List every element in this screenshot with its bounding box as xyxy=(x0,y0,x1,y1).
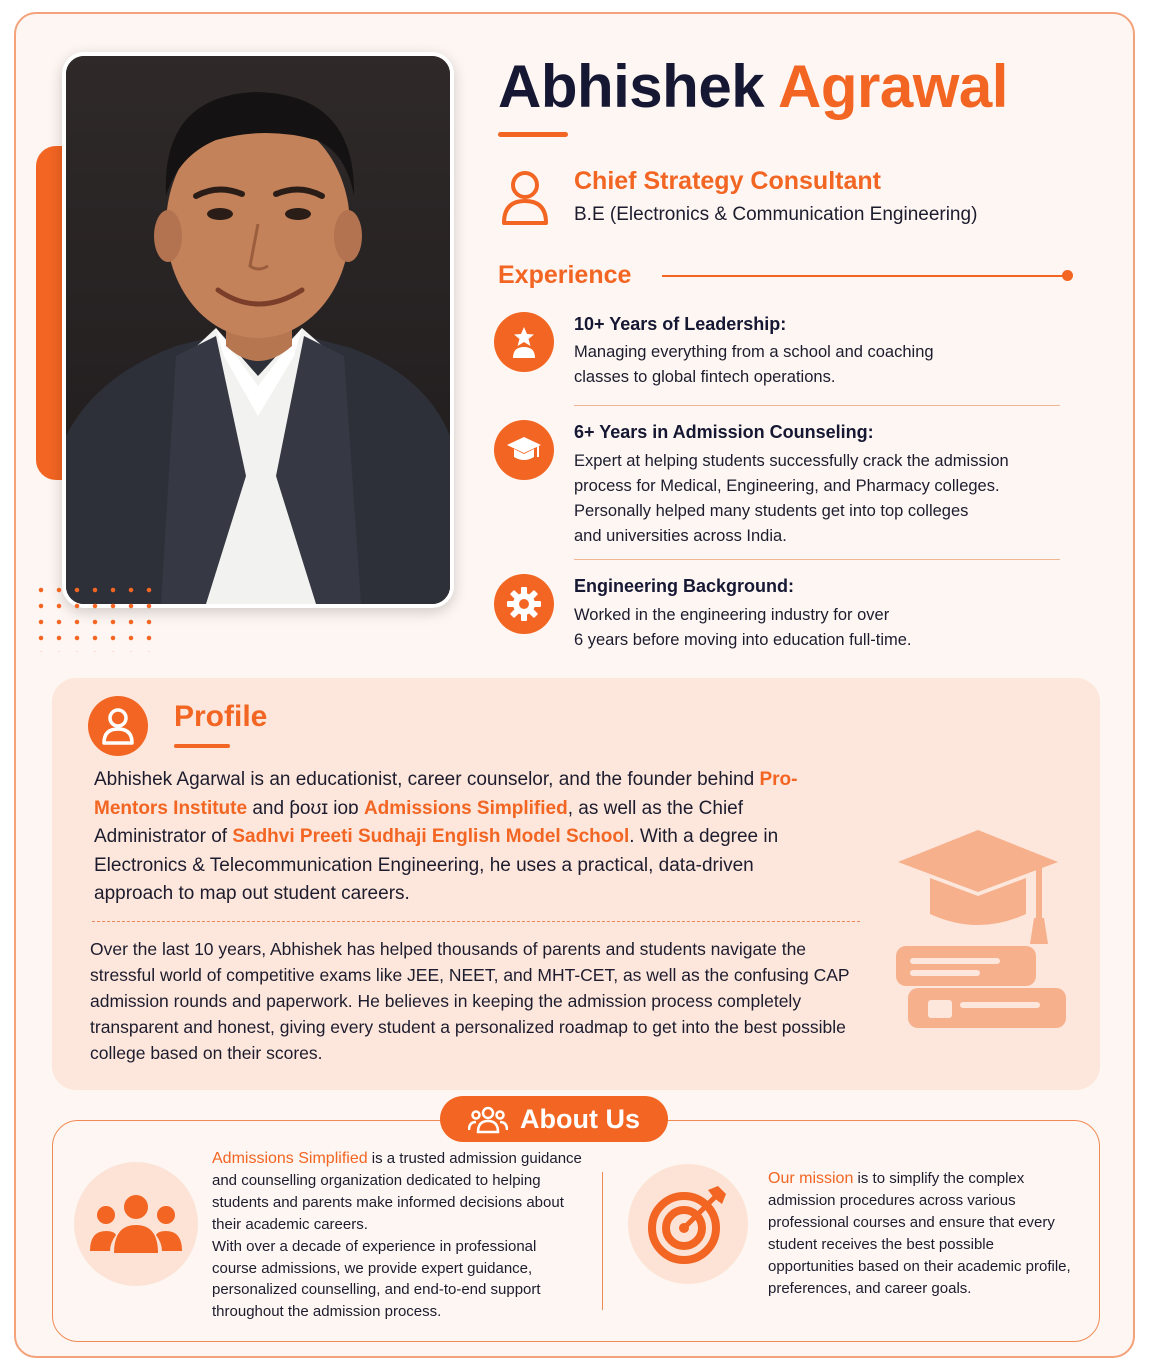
experience-divider-line xyxy=(662,275,1066,277)
job-title: Chief Strategy Consultant xyxy=(574,167,881,195)
experience-separator xyxy=(574,559,1060,560)
person-outline-icon xyxy=(500,169,550,225)
profile-paragraph-1: Abhishek Agarwal is an educationist, career counselor, and the founder behind Pro-Mentors Institute and ƥoʊɪ ioɒ Admissions Simplified, as well as the Chief Administrator of Sadhvi Preeti Sudhaji English Model School. With a degree in Electronics & Telecommunication Engineering, he uses a practical, data-driven approach to map out student careers. xyxy=(94,769,798,904)
target-icon-circle xyxy=(628,1164,748,1284)
about-us-badge xyxy=(440,1096,668,1142)
team-icon-circle xyxy=(74,1162,198,1286)
experience-item-heading: 10+ Years of Leadership: xyxy=(574,314,787,334)
profile-dashed-divider xyxy=(92,921,860,922)
admissions-simplified-text: Admissions Simplified xyxy=(363,797,568,819)
pro-mentors-link-text: Pro-Mentors Institute xyxy=(94,769,798,819)
experience-item-text: Managing everything from a school and coaching classes to global fintech operations. xyxy=(574,343,934,386)
gear-icon xyxy=(494,574,554,634)
experience-item-heading: Engineering Background: xyxy=(574,576,795,596)
profile-paragraph-2: Over the last 10 years, Abhishek has helped thousands of parents and students navigate the stressful world of competitive exams like JEE, NEET, and MHT-CET, as well as the confusing CAP admission rounds and paperwork. He believes in keeping the admission process completely transparent and honest, giving every student a personalized roadmap to get into the best possible college based on their scores. xyxy=(90,939,850,1063)
experience-item-text: Expert at helping students successfully crack the admission process for Medical, Engineering, and Pharmacy colleges. Personally helped many students get into top colleges and universities across India. xyxy=(574,452,1009,545)
about-right-text: Our mission is to simplify the complex admission procedures across various professional courses and ensure that every student receives the best possible opportunities based on their academic profile, preferences, and career goals. xyxy=(768,1170,1071,1297)
profile-card xyxy=(14,12,1135,1358)
experience-separator xyxy=(574,405,1060,406)
experience-item-heading: 6+ Years in Admission Counseling: xyxy=(574,422,874,442)
profile-underline xyxy=(174,744,230,748)
portrait-photo xyxy=(62,52,454,608)
degree: B.E (Electronics & Communication Engineering) xyxy=(574,204,978,225)
our-mission-highlight: Our mission xyxy=(768,1170,854,1187)
team-outline-icon xyxy=(468,1104,508,1134)
books-graduation-cap-icon xyxy=(888,826,1068,1032)
experience-heading: Experience xyxy=(498,261,632,289)
about-left-text: Admissions Simplified is a trusted admission guidance and counselling organization dedicated to helping students and parents make informed decisions about their academic careers. With over a decade of experience in professional course admissions, we provide expert guidance, personalized counselling, and end-to-end support throughout the admission process. xyxy=(212,1150,582,1321)
name-underline xyxy=(498,132,568,137)
about-us-title: About Us xyxy=(520,1103,640,1134)
profile-heading: Profile xyxy=(174,700,268,733)
target-icon xyxy=(648,1184,728,1264)
experience-item-text: Worked in the engineering industry for over 6 years before moving into education full-time. xyxy=(574,606,912,649)
school-name-text: Sadhvi Preeti Sudhaji English Model School xyxy=(232,826,630,847)
admissions-simplified-highlight: Admissions Simplified xyxy=(212,1150,368,1167)
leadership-star-icon xyxy=(494,312,554,372)
graduation-cap-icon xyxy=(494,420,554,480)
person-name: Abhishek Agrawal xyxy=(498,53,1008,120)
team-icon xyxy=(90,1193,182,1255)
portrait-illustration xyxy=(66,56,450,604)
profile-person-icon xyxy=(88,696,148,756)
about-divider xyxy=(602,1172,603,1310)
decorative-dots xyxy=(32,582,162,652)
experience-divider-dot xyxy=(1062,270,1073,281)
